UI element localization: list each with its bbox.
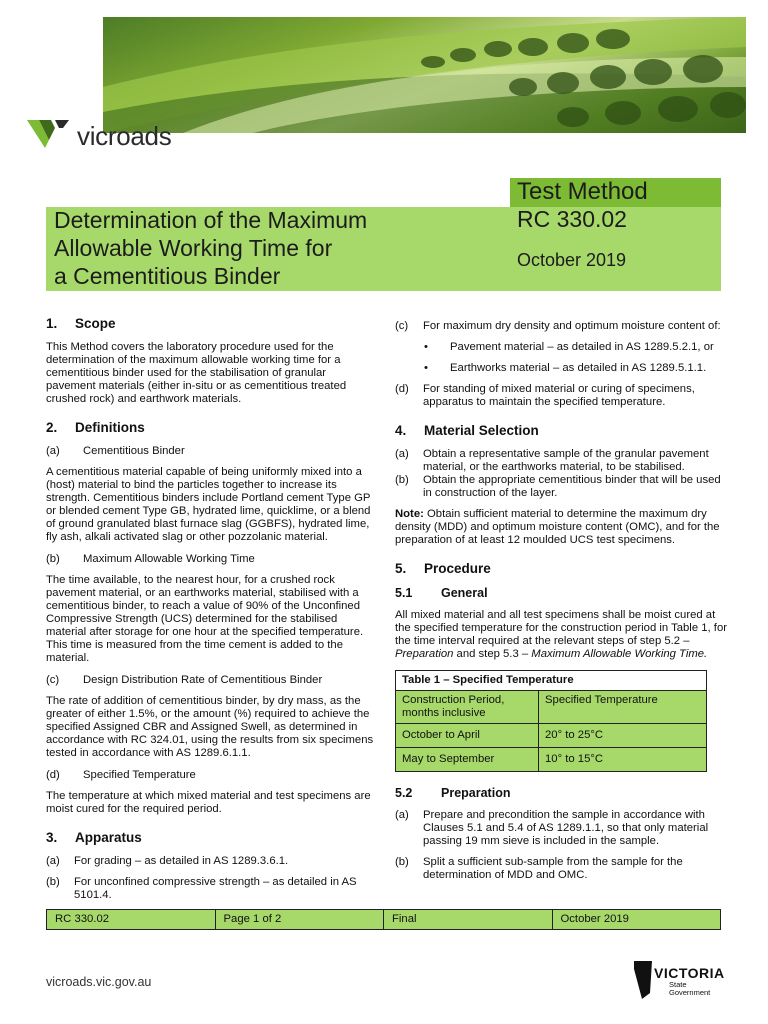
table-header-row (396, 691, 707, 724)
apparatus-item-a: (a) For grading – as detailed in AS 1289.3.6.1. (46, 855, 289, 867)
footer-cell-status: Final (384, 910, 553, 929)
victoria-wordmark: VICTORIA (654, 965, 725, 981)
list-item: • Pavement material – as detailed in AS 1289.5.2.1, or (424, 341, 714, 353)
title-line: Determination of the Maximum (54, 207, 368, 233)
apparatus-item-b: (b) For unconfined compressive strength – as detailed in AS 5101.4. (46, 876, 357, 901)
section-heading-procedure: 5. Procedure (395, 561, 491, 576)
website-link[interactable]: vicroads.vic.gov.au (46, 975, 152, 989)
victoria-government-logo (632, 955, 727, 1000)
material-note: Note: Obtain sufficient material to determine the maximum dry density (MDD) and optimum moisture content (OMC), and for the preparation of at least 12 moulded UCS test specimens. (395, 508, 720, 546)
section-heading-scope: 1. Scope (46, 316, 116, 331)
definition-b-text: The time available, to the nearest hour, for a crushed rock pavement material, or an earthworks material, stabilised with a cementitious binder, to reach a value of 90% of the Unconfined Compressive Strength (UCS) determined for the stabilised material after storage for one hour at the specified temperature. This time is measured from the time cement is added to the material. (46, 574, 364, 664)
table-header-cell: Specified Temperature (539, 691, 707, 724)
apparatus-item-d: (d) For standing of mixed material or curing of specimens, apparatus to maintain the specified temperature. (395, 383, 695, 408)
scope-text: This Method covers the laboratory procedure used for the determination of the maximum allowable working time for a cementitious binder used for the stabilisation of granular pavement materials (either in-situ or as cementitious treated crushed rock) and earthwork materials. (46, 341, 347, 405)
left-column (46, 316, 376, 910)
document-code: RC 330.02 (517, 206, 627, 232)
document-date: October 2019 (517, 250, 627, 270)
table-row (396, 724, 707, 748)
table-caption: Table 1 – Specified Temperature (396, 671, 707, 691)
definition-b-title: (b) Maximum Allowable Working Time (46, 553, 255, 565)
definition-c-title: (c) Design Distribution Rate of Cementitious Binder (46, 674, 323, 686)
material-item-a: (a) Obtain a representative sample of the granular pavement material, or the earthworks material, to be stabilised. (395, 448, 709, 473)
table-cell: May to September (396, 748, 539, 772)
apparatus-item-c: (c) For maximum dry density and optimum moisture content of: (395, 320, 721, 332)
specified-temperature-table (395, 670, 707, 772)
vicroads-chevron-icon (25, 116, 71, 156)
footer-cell-code: RC 330.02 (47, 910, 216, 929)
table-cell: October to April (396, 724, 539, 748)
definition-a-text: A cementitious material capable of being uniformly mixed into a (host) material to bind the particles together to increase its strength. Cementitious binders include Portland cement Type GP or blended cement Type GB, hydrated lime, quicklime, or a blend of ground granulated blast furnace slag (GGBFS), hydrated lime, fly ash, alkali activated slag or other pozzolanic material. (46, 466, 371, 543)
preparation-item-b: (b) Split a sufficient sub-sample from the sample for the determination of MDD and OMC. (395, 856, 683, 881)
table-header-cell: Construction Period, months inclusive (396, 691, 539, 724)
footer-cell-page: Page 1 of 2 (216, 910, 385, 929)
footer-info-table (46, 909, 721, 930)
subsection-heading-preparation: 5.2 Preparation (395, 786, 511, 800)
section-heading-definitions: 2. Definitions (46, 420, 145, 435)
vicroads-logo (25, 116, 171, 156)
definition-c-text: The rate of addition of cementitious binder, by dry mass, as the greater of either 1.5%, or the amount (%) required to achieve the specified Assigned CBR and Assigned Swell, as determined in accordance with RC 324.01, using the results from six specimens tested in accordance with AS 1289.6.1.1. (46, 695, 374, 759)
definition-d-text: The temperature at which mixed material and test specimens are moist cured for the required period. (46, 790, 371, 815)
definition-a-title: (a) Cementitious Binder (46, 445, 185, 457)
logo-text: vicroads (77, 120, 172, 151)
table-row (396, 748, 707, 772)
title-line: Allowable Working Time for (54, 235, 333, 261)
document-title (54, 206, 494, 290)
definition-d-title: (d) Specified Temperature (46, 769, 196, 781)
preparation-item-a: (a) Prepare and precondition the sample in accordance with Clauses 5.1 and 5.4 of AS 1289.1.1, so that only material passing 19 mm sieve is included in the sample. (395, 809, 709, 847)
list-item: • Earthworks material – as detailed in AS 1289.5.1.1. (424, 362, 707, 374)
general-text: All mixed material and all test specimens shall be moist cured at the specified temperature for the construction period in Table 1, for the time interval required at the relevant steps of step 5.2 – Preparation and step 5.3 – Maximum Allowable Working Time. (395, 609, 727, 660)
right-column (395, 320, 732, 890)
victoria-sub-text: State Government (669, 980, 711, 997)
title-line: a Cementitious Binder (54, 263, 281, 289)
test-method-label: Test Method (517, 178, 648, 205)
table-cell: 10° to 15°C (539, 748, 707, 772)
table-cell: 20° to 25°C (539, 724, 707, 748)
header-banner-image (103, 17, 746, 133)
footer-cell-date: October 2019 (560, 913, 629, 925)
material-item-b: (b) Obtain the appropriate cementitious binder that will be used in construction of the layer. (395, 474, 721, 499)
subsection-heading-general: 5.1 General (395, 586, 488, 600)
section-heading-apparatus: 3. Apparatus (46, 830, 142, 845)
section-heading-material-selection: 4. Material Selection (395, 423, 539, 438)
